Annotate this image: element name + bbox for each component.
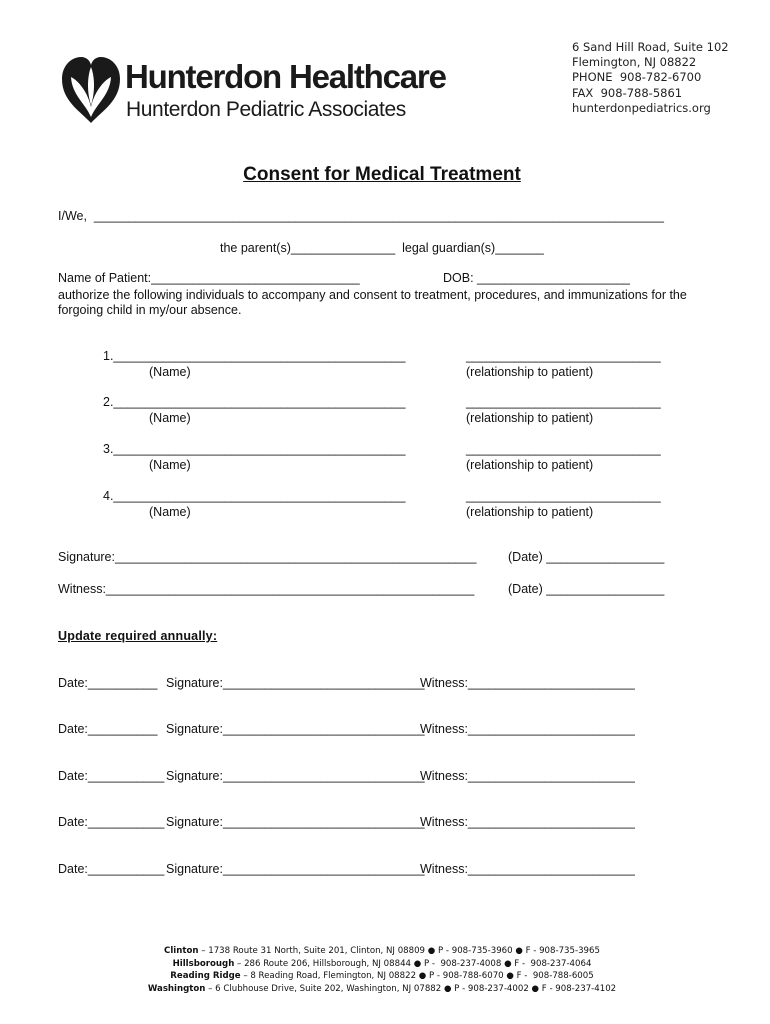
dob-field[interactable]: DOB: ______________________ [443, 271, 630, 285]
parent-guardian-field[interactable]: the parent(s)_______________ legal guardian(s)_______ [220, 241, 544, 255]
location-name: Clinton [164, 946, 199, 956]
footer-location-washington [0, 984, 764, 994]
address-fax: FAX 908-788-5861 [572, 86, 683, 100]
name-label: (Name) [149, 505, 191, 519]
authorize-text-cont: forgoing child in my/our absence. [58, 303, 242, 317]
update-signature-field[interactable]: Signature:_____________________________ [166, 769, 425, 783]
update-date-field[interactable]: Date:__________ [58, 676, 158, 690]
location-name: Hillsborough [172, 959, 235, 969]
footer-location-clinton [0, 946, 764, 956]
location-name: Reading Ridge [170, 971, 241, 981]
individual-1-name-field[interactable]: 1.__________________________________________ [103, 349, 406, 363]
heart-leaf-logo-icon [60, 55, 122, 125]
location-details: – 1738 Route 31 North, Suite 201, Clinton, NJ 08809 ● P - 908-735-3960 ● F - 908-735-3965 [198, 946, 600, 956]
relationship-label: (relationship to patient) [466, 458, 594, 472]
individual-3-relationship-field[interactable]: ____________________________ [466, 442, 661, 456]
footer-location-reading-ridge [0, 971, 764, 981]
address-city: Flemington, NJ 08822 [572, 55, 697, 69]
patient-name-field[interactable]: Name of Patient:______________________________ [58, 271, 360, 285]
update-signature-field[interactable]: Signature:_____________________________ [166, 722, 425, 736]
individual-4-name-field[interactable]: 4.__________________________________________ [103, 489, 406, 503]
update-signature-field[interactable]: Signature:_____________________________ [166, 862, 425, 876]
update-witness-field[interactable]: Witness:________________________ [420, 769, 635, 783]
address-website: hunterdonpediatrics.org [572, 101, 711, 115]
brand-name: Hunterdon Healthcare [125, 58, 446, 95]
relationship-label: (relationship to patient) [466, 365, 594, 379]
address-phone: PHONE 908-782-6700 [572, 70, 702, 84]
relationship-label: (relationship to patient) [466, 505, 594, 519]
iwe-field[interactable]: I/We, __________________________________________________________________________________ [58, 209, 664, 223]
update-date-field[interactable]: Date:___________ [58, 815, 165, 829]
relationship-label: (relationship to patient) [466, 411, 594, 425]
signature-field[interactable]: Signature:____________________________________________________ [58, 550, 477, 564]
name-label: (Name) [149, 411, 191, 425]
practice-name: Hunterdon Pediatric Associates [126, 98, 406, 121]
update-signature-field[interactable]: Signature:_____________________________ [166, 676, 425, 690]
update-date-field[interactable]: Date:___________ [58, 862, 165, 876]
name-label: (Name) [149, 365, 191, 379]
individual-4-relationship-field[interactable]: ____________________________ [466, 489, 661, 503]
location-details: – 8 Reading Road, Flemington, NJ 08822 ● P - 908-788-6070 ● F - 908-788-6005 [240, 971, 594, 981]
location-name: Washington [147, 984, 206, 994]
location-details: – 6 Clubhouse Drive, Suite 202, Washington, NJ 07882 ● P - 908-237-4002 ● F - 908-237-4102 [205, 984, 617, 994]
witness-field[interactable]: Witness:_____________________________________________________ [58, 582, 475, 596]
update-date-field[interactable]: Date:___________ [58, 769, 165, 783]
signature-date-field[interactable]: (Date) _________________ [508, 550, 665, 564]
witness-date-field[interactable]: (Date) _________________ [508, 582, 665, 596]
update-signature-field[interactable]: Signature:_____________________________ [166, 815, 425, 829]
footer-location-hillsborough [0, 959, 764, 969]
update-witness-field[interactable]: Witness:________________________ [420, 815, 635, 829]
update-date-field[interactable]: Date:__________ [58, 722, 158, 736]
individual-2-relationship-field[interactable]: ____________________________ [466, 395, 661, 409]
authorize-text: authorize the following individuals to accompany and consent to treatment, procedures, and immunizations for the [58, 288, 687, 302]
update-witness-field[interactable]: Witness:________________________ [420, 862, 635, 876]
location-details: – 286 Route 206, Hillsborough, NJ 08844 ● P - 908-237-4008 ● F - 908-237-4064 [234, 959, 592, 969]
individual-2-name-field[interactable]: 2.__________________________________________ [103, 395, 406, 409]
update-witness-field[interactable]: Witness:________________________ [420, 676, 635, 690]
update-heading: Update required annually: [58, 629, 218, 643]
name-label: (Name) [149, 458, 191, 472]
individual-3-name-field[interactable]: 3.__________________________________________ [103, 442, 406, 456]
form-title: Consent for Medical Treatment [243, 164, 521, 185]
address-street: 6 Sand Hill Road, Suite 102 [572, 40, 729, 54]
individual-1-relationship-field[interactable]: ____________________________ [466, 349, 661, 363]
update-witness-field[interactable]: Witness:________________________ [420, 722, 635, 736]
